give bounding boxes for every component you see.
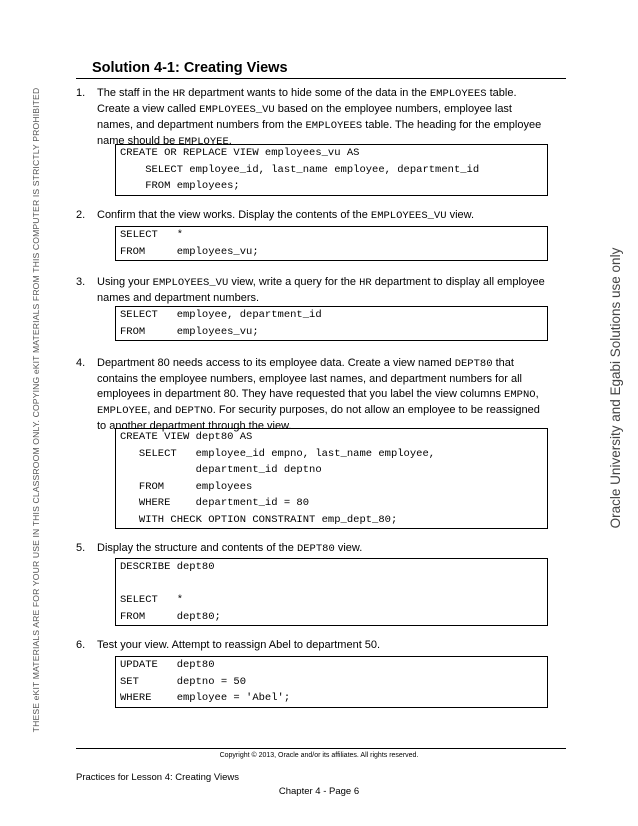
inline-code: EMPLOYEES <box>429 88 487 100</box>
code-block <box>115 656 548 708</box>
code-line: SET deptno = 50 <box>120 675 247 688</box>
inline-code: DEPTNO <box>174 405 213 417</box>
side-watermark-right: Oracle University and Egabi Solutions use only <box>608 247 623 529</box>
page-number: Chapter 4 - Page 6 <box>278 786 360 797</box>
practices-title: Practices for Lesson 4: Creating Views <box>76 772 239 783</box>
code-line <box>120 576 547 593</box>
inline-code: EMPLOYEE <box>178 136 229 148</box>
item-text: Display the structure and contents of the DEPT80 view. <box>97 542 363 555</box>
list-item <box>76 541 546 557</box>
inline-code: EMPLOYEE <box>97 405 148 417</box>
code-line: SELECT employee, department_id <box>120 309 322 321</box>
inline-code: DEPT80 <box>296 543 335 555</box>
code-line: FROM employees <box>120 480 253 493</box>
code-line: FROM employees_vu; <box>120 325 259 338</box>
inline-code: EMPLOYEES <box>305 120 363 132</box>
code-line: CREATE OR REPLACE VIEW employees_vu AS <box>120 147 360 159</box>
item-number: 6. <box>76 639 86 651</box>
list-item <box>76 275 546 306</box>
code-block <box>115 306 548 341</box>
code-line: SELECT employee_id empno, last_name employee, <box>120 447 436 460</box>
inline-code: EMPNO <box>504 389 536 401</box>
side-watermark-left: THESE eKIT MATERIALS ARE FOR YOUR USE IN THIS CLASSROOM ONLY. COPYING eKIT MATERIALS FROM THIS COMPUTER IS STRICTLY PROHIBITED <box>31 87 41 733</box>
code-block <box>115 226 548 261</box>
code-block <box>115 144 548 196</box>
code-line: SELECT * <box>120 229 184 241</box>
list-item <box>76 86 546 150</box>
item-number: 2. <box>76 209 86 221</box>
list-item <box>76 356 546 434</box>
title-divider <box>76 78 566 79</box>
list-item <box>76 208 546 224</box>
footer-divider <box>76 748 566 749</box>
code-line: department_id deptno <box>120 464 322 476</box>
item-text: The staff in the HR department wants to hide some of the data in the EMPLOYEES table. Create a view called EMPLOYEES_VU based on the employee numbers, employee last names, and department numbers from the EMPLOYEES table. The heading for the employee name should be EMPLOYEE. <box>97 87 542 148</box>
item-number: 1. <box>76 87 86 99</box>
item-number: 3. <box>76 276 86 288</box>
code-line: WHERE department_id = 80 <box>120 497 310 509</box>
inline-code: EMPLOYEES_VU <box>370 210 447 222</box>
code-line: SELECT employee_id, last_name employee, department_id <box>120 163 480 176</box>
inline-code: DEPT80 <box>454 358 493 370</box>
inline-code: EMPLOYEES_VU <box>199 104 275 116</box>
code-line: FROM employees; <box>120 180 240 192</box>
code-line: FROM employees_vu; <box>120 245 259 258</box>
item-text: Department 80 needs access to its employee data. Create a view named DEPT80 that contains the employee numbers, employee last names, and department numbers for all employees in department 80. They have requested that you label the view columns EMPNO, EMPLOYEE, and DEPTNO. For security purposes, do not allow an employee to be reassigned to another department through the view. <box>97 357 540 432</box>
list-item <box>76 638 546 653</box>
item-number: 4. <box>76 357 86 369</box>
code-line: FROM dept80; <box>120 610 221 623</box>
inline-code: HR <box>359 277 372 289</box>
code-line: SELECT * <box>120 594 184 606</box>
code-block <box>115 428 548 529</box>
code-block <box>115 558 548 626</box>
code-line: CREATE VIEW dept80 AS <box>120 431 253 443</box>
inline-code: HR <box>172 88 186 100</box>
code-line: UPDATE dept80 <box>120 659 215 671</box>
copyright-notice: Copyright © 2013, Oracle and/or its affiliates. All rights reserved. <box>219 752 419 759</box>
code-line: WHERE employee = 'Abel'; <box>120 692 291 704</box>
item-text: Test your view. Attempt to reassign Abel to department 50. <box>97 639 381 651</box>
code-line: WITH CHECK OPTION CONSTRAINT emp_dept_80; <box>120 513 398 526</box>
code-line: DESCRIBE dept80 <box>120 561 215 573</box>
item-number: 5. <box>76 542 86 554</box>
inline-code: EMPLOYEES_VU <box>152 277 229 289</box>
item-text: Confirm that the view works. Display the contents of the EMPLOYEES_VU view. <box>97 209 475 222</box>
page-title: Solution 4-1: Creating Views <box>92 60 288 76</box>
item-text: Using your EMPLOYEES_VU view, write a query for the HR department to display all employee names and department numbers. <box>97 276 545 304</box>
